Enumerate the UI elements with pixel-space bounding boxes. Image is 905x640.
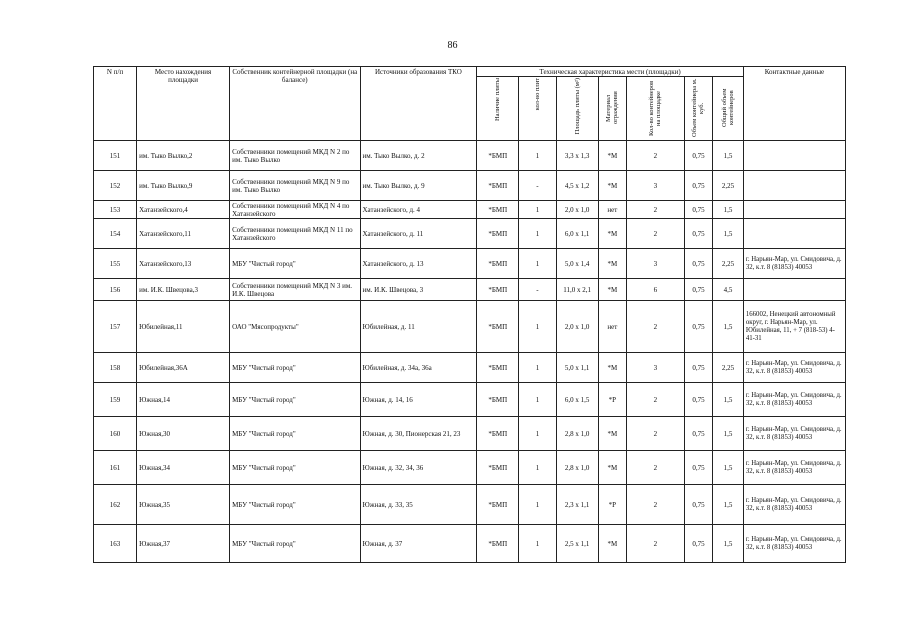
cell-sources: Хатанзейского, д. 13: [360, 249, 477, 279]
cell-plate: *БМП: [477, 353, 519, 383]
cell-container-count: 2: [626, 525, 684, 563]
cell-total-volume: 1,5: [713, 141, 744, 171]
cell-contacts: [743, 219, 845, 249]
header-container-volume: Объем контейнера м. куб.: [684, 77, 712, 141]
cell-owner: Собственники помещений МКД N 2 по им. Тыко Вылко: [230, 141, 360, 171]
header-location: Место нахождения площадки: [137, 67, 230, 141]
cell-total-volume: 1,5: [713, 525, 744, 563]
cell-contacts: [743, 279, 845, 301]
cell-plate: *БМП: [477, 141, 519, 171]
cell-plate-count: 1: [519, 383, 556, 417]
cell-container-volume: 0,75: [684, 353, 712, 383]
cell-sources: Южная, д. 14, 16: [360, 383, 477, 417]
cell-total-volume: 2,25: [713, 171, 744, 201]
cell-sources: Южная, д. 32, 34, 36: [360, 451, 477, 485]
cell-plate-count: 1: [519, 201, 556, 219]
cell-container-count: 2: [626, 451, 684, 485]
cell-container-count: 2: [626, 301, 684, 353]
table-row: [94, 417, 846, 451]
cell-sources: Хатанзейского, д. 11: [360, 219, 477, 249]
cell-row-number: 163: [94, 525, 137, 563]
cell-location: Южная,30: [137, 417, 230, 451]
cell-plate-count: 1: [519, 451, 556, 485]
cell-contacts: г. Нарьян-Мар, ул. Смидовича, д. 32, к.т. 8 (81853) 40053: [743, 451, 845, 485]
cell-container-volume: 0,75: [684, 301, 712, 353]
cell-plate: *БМП: [477, 249, 519, 279]
cell-location: Южная,35: [137, 485, 230, 525]
cell-plate-area: 2,0 x 1,0: [556, 201, 598, 219]
cell-owner: МБУ "Чистый город": [230, 525, 360, 563]
cell-row-number: 157: [94, 301, 137, 353]
table-row: [94, 301, 846, 353]
cell-sources: Южная, д. 37: [360, 525, 477, 563]
cell-location: Хатанзейского,11: [137, 219, 230, 249]
cell-owner: Собственники помещений МКД N 3 им. И.К. Швецова: [230, 279, 360, 301]
cell-fence-material: *М: [598, 171, 626, 201]
cell-location: Хатанзейского,13: [137, 249, 230, 279]
table-row: [94, 383, 846, 417]
table-row: [94, 279, 846, 301]
cell-total-volume: 2,25: [713, 249, 744, 279]
cell-plate: *БМП: [477, 417, 519, 451]
cell-container-count: 2: [626, 417, 684, 451]
cell-contacts: г. Нарьян-Мар, ул. Смидовича, д. 32, к.т. 8 (81853) 40053: [743, 353, 845, 383]
cell-sources: Хатанзейского, д. 4: [360, 201, 477, 219]
cell-total-volume: 1,5: [713, 383, 744, 417]
cell-fence-material: *М: [598, 525, 626, 563]
cell-plate-count: 1: [519, 525, 556, 563]
cell-contacts: г. Нарьян-Мар, ул. Смидовича, д. 32, к.т. 8 (81853) 40053: [743, 417, 845, 451]
cell-container-count: 3: [626, 353, 684, 383]
header-total-volume: Общий объем контейнеров: [713, 77, 744, 141]
cell-fence-material: *Р: [598, 383, 626, 417]
cell-fence-material: *М: [598, 417, 626, 451]
cell-fence-material: *М: [598, 141, 626, 171]
cell-container-volume: 0,75: [684, 417, 712, 451]
cell-total-volume: 1,5: [713, 485, 744, 525]
cell-total-volume: 1,5: [713, 201, 744, 219]
table-row: [94, 451, 846, 485]
header-plate-area: Площадь плиты (м²): [556, 77, 598, 141]
cell-fence-material: *М: [598, 279, 626, 301]
cell-plate-count: -: [519, 171, 556, 201]
cell-location: Южная,14: [137, 383, 230, 417]
header-plate: Наличие плиты: [477, 77, 519, 141]
cell-plate-area: 2,5 x 1,1: [556, 525, 598, 563]
cell-container-volume: 0,75: [684, 219, 712, 249]
cell-container-count: 2: [626, 201, 684, 219]
cell-contacts: г. Нарьян-Мар, ул. Смидовича, д. 32, к.т. 8 (81853) 40053: [743, 485, 845, 525]
cell-plate-area: 6,0 x 1,1: [556, 219, 598, 249]
page-number: 86: [447, 40, 458, 51]
cell-plate-count: -: [519, 279, 556, 301]
cell-owner: Собственники помещений МКД N 9 по им. Тыко Вылко: [230, 171, 360, 201]
cell-plate: *БМП: [477, 485, 519, 525]
cell-owner: МБУ "Чистый город": [230, 383, 360, 417]
cell-row-number: 158: [94, 353, 137, 383]
cell-owner: МБУ "Чистый город": [230, 353, 360, 383]
cell-plate-area: 5,0 x 1,1: [556, 353, 598, 383]
cell-sources: Юбилейная, д. 11: [360, 301, 477, 353]
header-fence-material: Материал ограждения: [598, 77, 626, 141]
table-row: [94, 141, 846, 171]
header-container-count: Кол-во контейнеров на площадке: [626, 77, 684, 141]
cell-container-volume: 0,75: [684, 171, 712, 201]
cell-sources: им. Тыко Вылко, д. 2: [360, 141, 477, 171]
table-row: [94, 171, 846, 201]
cell-row-number: 154: [94, 219, 137, 249]
cell-plate-area: 2,8 x 1,0: [556, 417, 598, 451]
cell-contacts: [743, 171, 845, 201]
cell-plate: *БМП: [477, 201, 519, 219]
table-row: [94, 219, 846, 249]
cell-total-volume: 4,5: [713, 279, 744, 301]
cell-sources: Южная, д. 30, Пионерская 21, 23: [360, 417, 477, 451]
cell-plate-area: 4,5 x 1,2: [556, 171, 598, 201]
cell-plate-count: 1: [519, 485, 556, 525]
header-plate-count: кол-во плит: [519, 77, 556, 141]
cell-total-volume: 1,5: [713, 417, 744, 451]
cell-plate: *БМП: [477, 525, 519, 563]
header-tech-group: Техническая характеристика мести (площадки): [477, 67, 744, 77]
cell-owner: МБУ "Чистый город": [230, 485, 360, 525]
cell-sources: им. Тыко Вылко, д. 9: [360, 171, 477, 201]
cell-container-volume: 0,75: [684, 525, 712, 563]
cell-location: им. И.К. Швецова,3: [137, 279, 230, 301]
cell-row-number: 160: [94, 417, 137, 451]
cell-container-volume: 0,75: [684, 383, 712, 417]
cell-plate-count: 1: [519, 219, 556, 249]
header-sources: Источники образования ТКО: [360, 67, 477, 141]
cell-owner: Собственники помещений МКД N 11 по Хатанзейского: [230, 219, 360, 249]
cell-fence-material: *М: [598, 451, 626, 485]
cell-plate-area: 2,0 x 1,0: [556, 301, 598, 353]
cell-total-volume: 2,25: [713, 353, 744, 383]
cell-plate: *БМП: [477, 451, 519, 485]
header-row-1: [94, 67, 846, 77]
cell-row-number: 156: [94, 279, 137, 301]
table-row: [94, 485, 846, 525]
cell-plate-area: 2,3 x 1,1: [556, 485, 598, 525]
cell-container-volume: 0,75: [684, 451, 712, 485]
cell-row-number: 159: [94, 383, 137, 417]
cell-plate: *БМП: [477, 279, 519, 301]
cell-plate: *БМП: [477, 301, 519, 353]
cell-location: им. Тыко Вылко,9: [137, 171, 230, 201]
cell-container-count: 3: [626, 171, 684, 201]
cell-owner: МБУ "Чистый город": [230, 451, 360, 485]
cell-plate-area: 5,0 x 1,4: [556, 249, 598, 279]
cell-container-volume: 0,75: [684, 249, 712, 279]
cell-total-volume: 1,5: [713, 451, 744, 485]
table-row: [94, 525, 846, 563]
cell-fence-material: *М: [598, 353, 626, 383]
cell-contacts: 166002, Ненецкий автономный округ, г. Нарьян-Мар, ул. Юбилейная, 11, + 7 (818-53) 4-41-31: [743, 301, 845, 353]
cell-location: Юбилейная,36А: [137, 353, 230, 383]
cell-owner: МБУ "Чистый город": [230, 249, 360, 279]
cell-row-number: 155: [94, 249, 137, 279]
cell-fence-material: *Р: [598, 485, 626, 525]
cell-plate: *БМП: [477, 171, 519, 201]
cell-row-number: 153: [94, 201, 137, 219]
cell-container-volume: 0,75: [684, 485, 712, 525]
header-contacts: Контактные данные: [743, 67, 845, 141]
cell-plate-area: 3,3 x 1,3: [556, 141, 598, 171]
table-row: [94, 353, 846, 383]
table-row: [94, 249, 846, 279]
cell-owner: Собственники помещений МКД N 4 по Хатанзейского: [230, 201, 360, 219]
cell-plate-area: 11,0 x 2,1: [556, 279, 598, 301]
cell-fence-material: нет: [598, 201, 626, 219]
cell-sources: Юбилейная, д. 34а, 36а: [360, 353, 477, 383]
cell-contacts: г. Нарьян-Мар, ул. Смидовича, д. 32, к.т. 8 (81853) 40053: [743, 383, 845, 417]
cell-plate-count: 1: [519, 141, 556, 171]
cell-owner: ОАО "Мясопродукты": [230, 301, 360, 353]
cell-row-number: 162: [94, 485, 137, 525]
table-row: [94, 201, 846, 219]
cell-contacts: г. Нарьян-Мар, ул. Смидовича, д. 32, к.т. 8 (81853) 40053: [743, 249, 845, 279]
header-num: N п/п: [94, 67, 137, 141]
cell-container-count: 6: [626, 279, 684, 301]
cell-plate: *БМП: [477, 383, 519, 417]
cell-total-volume: 1,5: [713, 219, 744, 249]
cell-container-count: 2: [626, 219, 684, 249]
cell-container-volume: 0,75: [684, 141, 712, 171]
cell-plate-area: 6,0 x 1,5: [556, 383, 598, 417]
cell-plate-area: 2,8 x 1,0: [556, 451, 598, 485]
cell-fence-material: нет: [598, 301, 626, 353]
cell-fence-material: *М: [598, 249, 626, 279]
cell-row-number: 152: [94, 171, 137, 201]
cell-location: Хатанзейского,4: [137, 201, 230, 219]
cell-container-volume: 0,75: [684, 201, 712, 219]
cell-owner: МБУ "Чистый город": [230, 417, 360, 451]
cell-location: Южная,34: [137, 451, 230, 485]
cell-sources: Южная, д. 33, 35: [360, 485, 477, 525]
cell-contacts: [743, 141, 845, 171]
cell-row-number: 161: [94, 451, 137, 485]
cell-container-count: 2: [626, 485, 684, 525]
cell-row-number: 151: [94, 141, 137, 171]
cell-plate-count: 1: [519, 353, 556, 383]
cell-container-count: 2: [626, 141, 684, 171]
cell-contacts: [743, 201, 845, 219]
cell-fence-material: *М: [598, 219, 626, 249]
cell-container-count: 2: [626, 383, 684, 417]
cell-location: им. Тыко Вылко,2: [137, 141, 230, 171]
cell-total-volume: 1,5: [713, 301, 744, 353]
waste-sites-table: [93, 66, 846, 563]
cell-plate-count: 1: [519, 417, 556, 451]
header-owner: Собственник контейнерной площадки (на балансе): [230, 67, 360, 141]
cell-plate-count: 1: [519, 249, 556, 279]
cell-contacts: г. Нарьян-Мар, ул. Смидовича, д. 32, к.т. 8 (81853) 40053: [743, 525, 845, 563]
cell-location: Юбилейная,11: [137, 301, 230, 353]
cell-plate-count: 1: [519, 301, 556, 353]
cell-location: Южная,37: [137, 525, 230, 563]
cell-container-count: 3: [626, 249, 684, 279]
cell-container-volume: 0,75: [684, 279, 712, 301]
cell-plate: *БМП: [477, 219, 519, 249]
cell-sources: им. И.К. Швецова, 3: [360, 279, 477, 301]
